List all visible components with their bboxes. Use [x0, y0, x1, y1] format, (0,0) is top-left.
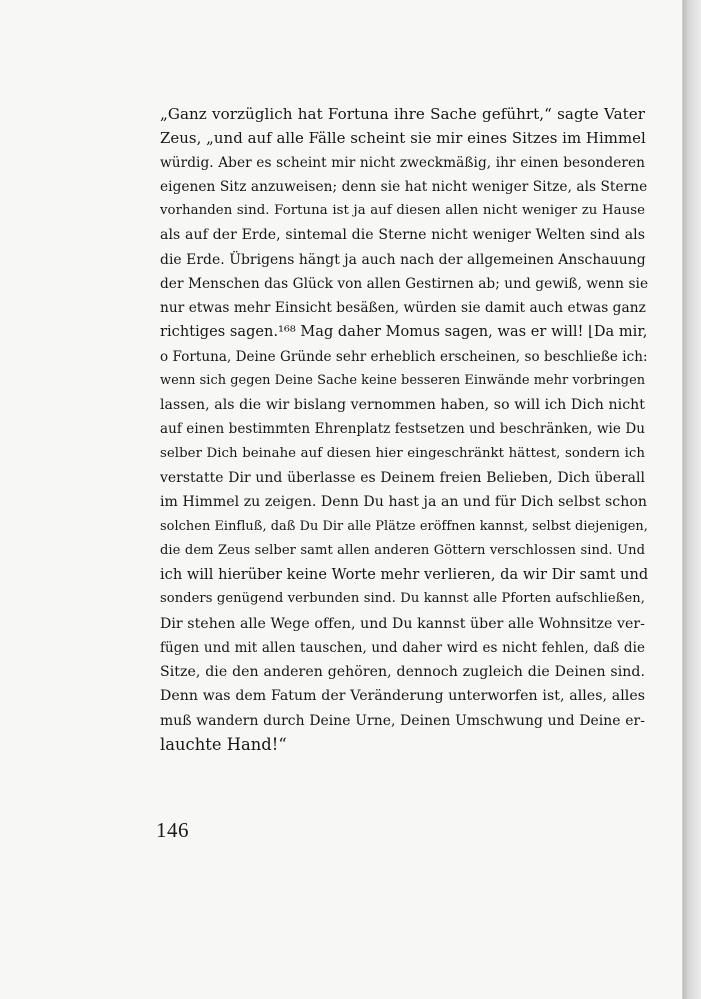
text-line: Dir stehen alle Wege offen, und Du kannst über alle Wohnsitze ver- [160, 615, 645, 632]
text-line: Sitze, die den anderen gehören, dennoch zugleich die Deinen sind. [160, 664, 645, 681]
text-line: ich will hierüber keine Worte mehr verlieren, da wir Dir samt und [160, 567, 649, 584]
page-number: 146 [156, 818, 189, 842]
text-line: die dem Zeus selber samt allen anderen Göttern verschlossen sind. Und [160, 542, 645, 558]
text-line: auf einen bestimmten Ehrenplatz festsetzen und beschränken, wie Du [160, 421, 645, 438]
text-line: „Ganz vorzüglich hat Fortuna ihre Sache geführt,“ sagte Vater [160, 105, 645, 123]
text-line: Zeus, „und auf alle Fälle scheint sie mir eines Sitzes im Himmel [160, 129, 646, 148]
text-line: solchen Einfluß, daß Du Dir alle Plätze eröffnen kannst, selbst diejenigen, [160, 518, 648, 534]
text-line: im Himmel zu zeigen. Denn Du hast ja an und für Dich selbst schon [160, 494, 647, 511]
text-line: die Erde. Übrigens hängt ja auch nach der allgemeinen Anschauung [160, 251, 646, 268]
text-line: eigenen Sitz anzuweisen; denn sie hat nicht weniger Sitze, als Sterne [160, 178, 648, 195]
text-line: lassen, als die wir bislang vernommen haben, so will ich Dich nicht [160, 397, 645, 414]
text-line: verstatte Dir und überlasse es Deinem freien Belieben, Dich überall [160, 469, 645, 486]
text-line: Denn was dem Fatum der Veränderung unterworfen ist, alles, alles [160, 688, 645, 705]
text-line: muß wandern durch Deine Urne, Deinen Umschwung und Deine er- [160, 712, 645, 729]
text-line: vorhanden sind. Fortuna ist ja auf diesen allen nicht weniger zu Hause [160, 203, 645, 219]
page-edge-shadow [683, 0, 701, 999]
text-line: der Menschen das Glück von allen Gestirnen ab; und gewiß, wenn sie [160, 275, 649, 292]
text-line: nur etwas mehr Einsicht besäßen, würden sie damit auch etwas ganz [160, 300, 646, 317]
text-line: fügen und mit allen tauschen, und daher wird es nicht fehlen, daß die [160, 639, 645, 656]
text-line: lauchte Hand!“ [160, 734, 287, 754]
text-line: sonders genügend verbunden sind. Du kannst alle Pforten aufschließen, [160, 591, 645, 607]
text-line: richtiges sagen.¹⁶⁸ Mag daher Momus sagen, was er will! ⌊Da mir, [160, 324, 648, 341]
text-line: o Fortuna, Deine Gründe sehr erheblich erscheinen, so beschließe ich: [160, 348, 648, 365]
text-line: selber Dich beinahe auf diesen hier eingeschränkt hättest, sondern ich [160, 445, 645, 461]
body-text [160, 102, 649, 757]
text-line: wenn sich gegen Deine Sache keine besseren Einwände mehr vorbringen [160, 372, 646, 388]
text-line: als auf der Erde, sintemal die Sterne nicht weniger Welten sind als [160, 227, 645, 244]
text-line: würdig. Aber es scheint mir nicht zweckmäßig, ihr einen besonderen [160, 154, 645, 171]
